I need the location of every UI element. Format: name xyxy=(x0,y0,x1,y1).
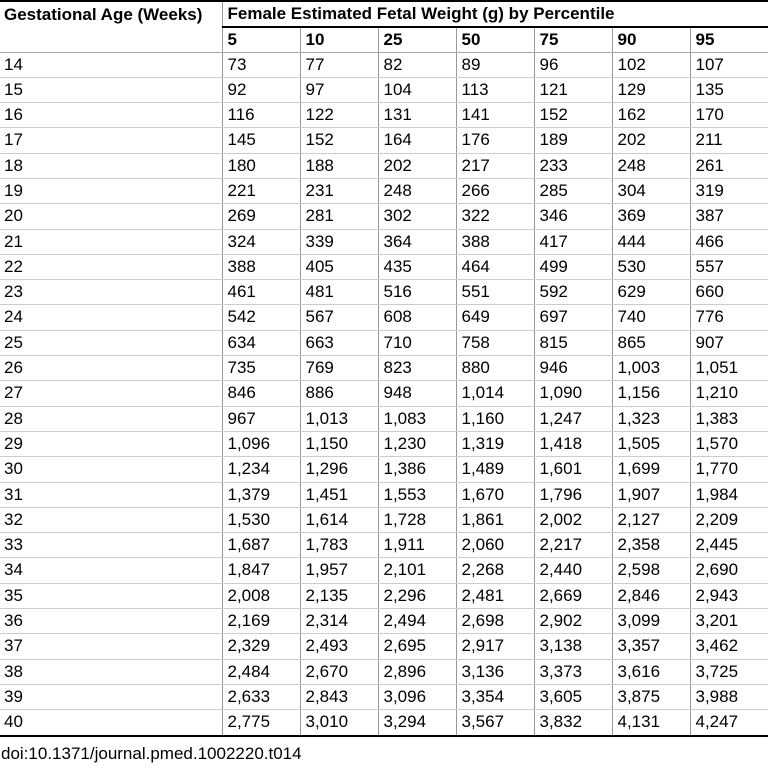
weight-cell: 542 xyxy=(222,305,300,330)
week-cell: 29 xyxy=(0,431,222,456)
percentile-header-cell: 90 xyxy=(612,27,690,52)
weight-cell: 444 xyxy=(612,229,690,254)
weight-cell: 3,875 xyxy=(612,684,690,709)
table-row xyxy=(0,103,768,128)
weight-cell: 405 xyxy=(300,254,378,279)
weight-cell: 2,002 xyxy=(534,507,612,532)
weight-cell: 530 xyxy=(612,254,690,279)
weight-cell: 1,699 xyxy=(612,457,690,482)
weight-cell: 266 xyxy=(456,178,534,203)
weight-cell: 2,008 xyxy=(222,583,300,608)
weight-cell: 2,314 xyxy=(300,609,378,634)
weight-cell: 710 xyxy=(378,330,456,355)
weight-cell: 461 xyxy=(222,280,300,305)
weight-cell: 1,090 xyxy=(534,381,612,406)
weight-cell: 107 xyxy=(690,52,768,77)
table-row xyxy=(0,406,768,431)
weight-cell: 135 xyxy=(690,77,768,102)
weight-cell: 319 xyxy=(690,178,768,203)
weight-cell: 2,358 xyxy=(612,533,690,558)
weight-cell: 481 xyxy=(300,280,378,305)
weight-cell: 364 xyxy=(378,229,456,254)
week-cell: 35 xyxy=(0,583,222,608)
weight-cell: 152 xyxy=(300,128,378,153)
weight-cell: 660 xyxy=(690,280,768,305)
weight-cell: 1,489 xyxy=(456,457,534,482)
table-row xyxy=(0,533,768,558)
weight-cell: 2,843 xyxy=(300,684,378,709)
weight-cell: 104 xyxy=(378,77,456,102)
weight-cell: 131 xyxy=(378,103,456,128)
table-row xyxy=(0,153,768,178)
weight-cell: 97 xyxy=(300,77,378,102)
weight-cell: 145 xyxy=(222,128,300,153)
weight-cell: 3,832 xyxy=(534,710,612,736)
weight-cell: 1,957 xyxy=(300,558,378,583)
table-row xyxy=(0,710,768,736)
weight-cell: 865 xyxy=(612,330,690,355)
weight-cell: 170 xyxy=(690,103,768,128)
weight-cell: 2,484 xyxy=(222,659,300,684)
table-row xyxy=(0,634,768,659)
weight-cell: 73 xyxy=(222,52,300,77)
weight-cell: 629 xyxy=(612,280,690,305)
week-cell: 28 xyxy=(0,406,222,431)
weight-cell: 516 xyxy=(378,280,456,305)
group-header: Female Estimated Fetal Weight (g) by Percentile xyxy=(222,1,768,27)
weight-cell: 217 xyxy=(456,153,534,178)
weight-cell: 248 xyxy=(378,178,456,203)
percentile-header-cell: 50 xyxy=(456,27,534,52)
weight-cell: 269 xyxy=(222,204,300,229)
week-cell: 26 xyxy=(0,356,222,381)
table-row xyxy=(0,457,768,482)
table-row xyxy=(0,507,768,532)
week-cell: 31 xyxy=(0,482,222,507)
weight-cell: 435 xyxy=(378,254,456,279)
table-row xyxy=(0,128,768,153)
weight-cell: 1,614 xyxy=(300,507,378,532)
week-cell: 22 xyxy=(0,254,222,279)
weight-cell: 162 xyxy=(612,103,690,128)
weight-cell: 189 xyxy=(534,128,612,153)
weight-cell: 1,323 xyxy=(612,406,690,431)
weight-cell: 1,847 xyxy=(222,558,300,583)
weight-cell: 2,217 xyxy=(534,533,612,558)
week-cell: 39 xyxy=(0,684,222,709)
weight-cell: 1,051 xyxy=(690,356,768,381)
weight-cell: 1,530 xyxy=(222,507,300,532)
week-cell: 19 xyxy=(0,178,222,203)
weight-cell: 3,616 xyxy=(612,659,690,684)
week-cell: 33 xyxy=(0,533,222,558)
weight-cell: 1,553 xyxy=(378,482,456,507)
weight-cell: 1,505 xyxy=(612,431,690,456)
weight-cell: 3,462 xyxy=(690,634,768,659)
weight-cell: 4,247 xyxy=(690,710,768,736)
weight-cell: 2,296 xyxy=(378,583,456,608)
week-cell: 23 xyxy=(0,280,222,305)
weight-cell: 129 xyxy=(612,77,690,102)
weight-cell: 499 xyxy=(534,254,612,279)
weight-cell: 3,136 xyxy=(456,659,534,684)
weight-cell: 663 xyxy=(300,330,378,355)
table-row xyxy=(0,558,768,583)
weight-cell: 823 xyxy=(378,356,456,381)
weight-cell: 946 xyxy=(534,356,612,381)
weight-cell: 1,210 xyxy=(690,381,768,406)
weight-cell: 3,725 xyxy=(690,659,768,684)
week-cell: 30 xyxy=(0,457,222,482)
table-row xyxy=(0,52,768,77)
weight-cell: 2,481 xyxy=(456,583,534,608)
weight-cell: 1,296 xyxy=(300,457,378,482)
weight-cell: 2,690 xyxy=(690,558,768,583)
weight-cell: 96 xyxy=(534,52,612,77)
table-row xyxy=(0,254,768,279)
weight-cell: 1,230 xyxy=(378,431,456,456)
weight-cell: 176 xyxy=(456,128,534,153)
table-body xyxy=(0,52,768,736)
weight-cell: 231 xyxy=(300,178,378,203)
weight-cell: 1,013 xyxy=(300,406,378,431)
weight-cell: 2,209 xyxy=(690,507,768,532)
weight-cell: 1,383 xyxy=(690,406,768,431)
weight-cell: 261 xyxy=(690,153,768,178)
weight-cell: 3,099 xyxy=(612,609,690,634)
weight-cell: 89 xyxy=(456,52,534,77)
weight-cell: 387 xyxy=(690,204,768,229)
weight-cell: 1,601 xyxy=(534,457,612,482)
weight-cell: 1,451 xyxy=(300,482,378,507)
weight-cell: 2,698 xyxy=(456,609,534,634)
weight-cell: 1,687 xyxy=(222,533,300,558)
weight-cell: 122 xyxy=(300,103,378,128)
weight-cell: 466 xyxy=(690,229,768,254)
group-header-row xyxy=(0,1,768,27)
weight-cell: 1,150 xyxy=(300,431,378,456)
table-row xyxy=(0,609,768,634)
week-cell: 25 xyxy=(0,330,222,355)
week-cell: 15 xyxy=(0,77,222,102)
weight-cell: 2,598 xyxy=(612,558,690,583)
weight-cell: 2,846 xyxy=(612,583,690,608)
weight-cell: 1,160 xyxy=(456,406,534,431)
weight-cell: 967 xyxy=(222,406,300,431)
weight-cell: 3,010 xyxy=(300,710,378,736)
weight-cell: 3,357 xyxy=(612,634,690,659)
weight-cell: 388 xyxy=(456,229,534,254)
table-row xyxy=(0,280,768,305)
weight-cell: 1,247 xyxy=(534,406,612,431)
percentile-header-cell: 5 xyxy=(222,27,300,52)
weight-cell: 4,131 xyxy=(612,710,690,736)
weight-cell: 2,943 xyxy=(690,583,768,608)
weight-cell: 567 xyxy=(300,305,378,330)
weight-cell: 608 xyxy=(378,305,456,330)
weight-cell: 2,775 xyxy=(222,710,300,736)
weight-cell: 886 xyxy=(300,381,378,406)
weight-cell: 3,988 xyxy=(690,684,768,709)
weight-cell: 1,796 xyxy=(534,482,612,507)
weight-cell: 1,783 xyxy=(300,533,378,558)
weight-cell: 102 xyxy=(612,52,690,77)
weight-cell: 2,917 xyxy=(456,634,534,659)
weight-cell: 1,570 xyxy=(690,431,768,456)
weight-cell: 3,201 xyxy=(690,609,768,634)
weight-cell: 464 xyxy=(456,254,534,279)
weight-cell: 735 xyxy=(222,356,300,381)
table-row xyxy=(0,204,768,229)
weight-cell: 2,669 xyxy=(534,583,612,608)
weight-cell: 322 xyxy=(456,204,534,229)
weight-cell: 846 xyxy=(222,381,300,406)
week-cell: 18 xyxy=(0,153,222,178)
weight-cell: 202 xyxy=(612,128,690,153)
percentile-header-cell: 95 xyxy=(690,27,768,52)
percentile-header-cell: 75 xyxy=(534,27,612,52)
weight-cell: 3,294 xyxy=(378,710,456,736)
weight-cell: 3,373 xyxy=(534,659,612,684)
week-cell: 16 xyxy=(0,103,222,128)
week-cell: 20 xyxy=(0,204,222,229)
weight-cell: 302 xyxy=(378,204,456,229)
weight-cell: 2,902 xyxy=(534,609,612,634)
weight-cell: 2,169 xyxy=(222,609,300,634)
weight-cell: 3,354 xyxy=(456,684,534,709)
table-row xyxy=(0,356,768,381)
weight-cell: 2,445 xyxy=(690,533,768,558)
table-row xyxy=(0,482,768,507)
week-cell: 34 xyxy=(0,558,222,583)
weight-cell: 2,494 xyxy=(378,609,456,634)
weight-cell: 1,379 xyxy=(222,482,300,507)
weight-cell: 3,138 xyxy=(534,634,612,659)
weight-cell: 211 xyxy=(690,128,768,153)
table-row xyxy=(0,330,768,355)
weight-cell: 304 xyxy=(612,178,690,203)
weight-cell: 1,234 xyxy=(222,457,300,482)
weight-cell: 3,096 xyxy=(378,684,456,709)
weight-cell: 92 xyxy=(222,77,300,102)
weight-cell: 2,101 xyxy=(378,558,456,583)
weight-cell: 1,911 xyxy=(378,533,456,558)
weight-cell: 121 xyxy=(534,77,612,102)
weight-cell: 1,418 xyxy=(534,431,612,456)
weight-cell: 2,127 xyxy=(612,507,690,532)
weight-cell: 1,083 xyxy=(378,406,456,431)
weight-cell: 2,135 xyxy=(300,583,378,608)
table-row xyxy=(0,684,768,709)
weight-cell: 1,096 xyxy=(222,431,300,456)
weight-cell: 1,861 xyxy=(456,507,534,532)
weight-cell: 1,014 xyxy=(456,381,534,406)
table-row xyxy=(0,305,768,330)
weight-cell: 1,728 xyxy=(378,507,456,532)
weight-cell: 1,156 xyxy=(612,381,690,406)
weight-cell: 948 xyxy=(378,381,456,406)
weight-cell: 188 xyxy=(300,153,378,178)
corner-header: Gestational Age (Weeks) xyxy=(0,1,222,52)
weight-cell: 202 xyxy=(378,153,456,178)
weight-cell: 2,329 xyxy=(222,634,300,659)
weight-cell: 2,896 xyxy=(378,659,456,684)
weight-cell: 649 xyxy=(456,305,534,330)
table-row xyxy=(0,381,768,406)
weight-cell: 1,319 xyxy=(456,431,534,456)
weight-cell: 1,984 xyxy=(690,482,768,507)
week-cell: 36 xyxy=(0,609,222,634)
weight-cell: 1,670 xyxy=(456,482,534,507)
weight-cell: 2,670 xyxy=(300,659,378,684)
week-cell: 21 xyxy=(0,229,222,254)
weight-cell: 77 xyxy=(300,52,378,77)
weight-cell: 1,770 xyxy=(690,457,768,482)
weight-cell: 880 xyxy=(456,356,534,381)
doi-caption: doi:10.1371/journal.pmed.1002220.t014 xyxy=(1,743,302,763)
weight-cell: 592 xyxy=(534,280,612,305)
percentile-header-cell: 25 xyxy=(378,27,456,52)
weight-cell: 221 xyxy=(222,178,300,203)
weight-cell: 180 xyxy=(222,153,300,178)
week-cell: 24 xyxy=(0,305,222,330)
week-cell: 38 xyxy=(0,659,222,684)
weight-cell: 758 xyxy=(456,330,534,355)
weight-cell: 2,633 xyxy=(222,684,300,709)
weight-cell: 285 xyxy=(534,178,612,203)
table-row xyxy=(0,77,768,102)
weight-cell: 346 xyxy=(534,204,612,229)
weight-cell: 141 xyxy=(456,103,534,128)
weight-cell: 740 xyxy=(612,305,690,330)
weight-cell: 3,605 xyxy=(534,684,612,709)
weight-cell: 2,440 xyxy=(534,558,612,583)
weight-cell: 3,567 xyxy=(456,710,534,736)
week-cell: 32 xyxy=(0,507,222,532)
weight-cell: 769 xyxy=(300,356,378,381)
weight-cell: 551 xyxy=(456,280,534,305)
weight-cell: 815 xyxy=(534,330,612,355)
weight-cell: 2,695 xyxy=(378,634,456,659)
weight-cell: 324 xyxy=(222,229,300,254)
percentile-header-cell: 10 xyxy=(300,27,378,52)
week-cell: 27 xyxy=(0,381,222,406)
weight-cell: 113 xyxy=(456,77,534,102)
weight-cell: 776 xyxy=(690,305,768,330)
weight-cell: 369 xyxy=(612,204,690,229)
weight-cell: 82 xyxy=(378,52,456,77)
table-row xyxy=(0,178,768,203)
weight-cell: 1,386 xyxy=(378,457,456,482)
table-row xyxy=(0,229,768,254)
weight-cell: 233 xyxy=(534,153,612,178)
weight-cell: 2,268 xyxy=(456,558,534,583)
weight-cell: 907 xyxy=(690,330,768,355)
table-row xyxy=(0,583,768,608)
weight-cell: 116 xyxy=(222,103,300,128)
table-row xyxy=(0,431,768,456)
week-cell: 37 xyxy=(0,634,222,659)
weight-cell: 388 xyxy=(222,254,300,279)
week-cell: 17 xyxy=(0,128,222,153)
weight-cell: 339 xyxy=(300,229,378,254)
weight-cell: 1,907 xyxy=(612,482,690,507)
weight-cell: 634 xyxy=(222,330,300,355)
weight-cell: 2,060 xyxy=(456,533,534,558)
weight-cell: 152 xyxy=(534,103,612,128)
weight-cell: 164 xyxy=(378,128,456,153)
week-cell: 14 xyxy=(0,52,222,77)
weight-cell: 697 xyxy=(534,305,612,330)
weight-cell: 417 xyxy=(534,229,612,254)
weight-cell: 557 xyxy=(690,254,768,279)
week-cell: 40 xyxy=(0,710,222,736)
weight-cell: 281 xyxy=(300,204,378,229)
weight-cell: 1,003 xyxy=(612,356,690,381)
table-row xyxy=(0,659,768,684)
weight-cell: 2,493 xyxy=(300,634,378,659)
weight-cell: 248 xyxy=(612,153,690,178)
